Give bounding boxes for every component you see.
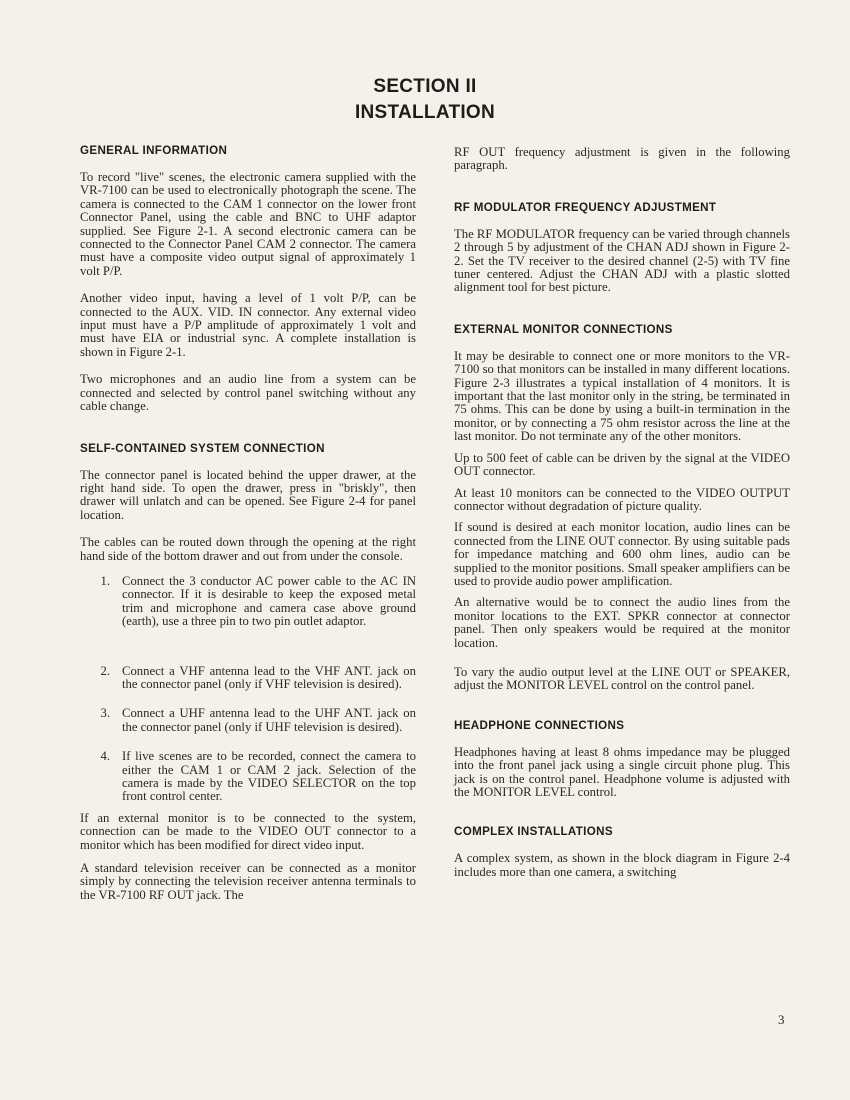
heading-self-contained-system: SELF-CONTAINED SYSTEM CONNECTION bbox=[80, 441, 325, 455]
paragraph: A complex system, as shown in the block diagram in Figure 2-4 includes more than one camera, a switching bbox=[454, 851, 790, 879]
paragraph: At least 10 monitors can be connected to the VIDEO OUTPUT connector without degradation of picture quality. bbox=[454, 485, 790, 513]
paragraph: An alternative would be to connect the audio lines from the monitor locations to the EXT. SPKR connector at connector panel. Then only speakers would be required at the monitor location. bbox=[454, 595, 790, 650]
paragraph: Headphones having at least 8 ohms impedance may be plugged into the front panel jack using a single circuit phone plug. This jack is on the control panel. Headphone volume is adjusted with the MONITOR LEVEL control. bbox=[454, 744, 790, 799]
list-item bbox=[80, 665, 416, 692]
right-column bbox=[454, 146, 790, 879]
list-item-number: 3. bbox=[100, 706, 110, 721]
list-item bbox=[80, 750, 416, 804]
paragraph: It may be desirable to connect one or more monitors to the VR-7100 so that monitors can be installed in many different locations. Figure 2-3 illustrates a typical installation of 4 monitors. It is important that the last monitor only in the string, be terminated in 75 ohms. This can be done by using a built-in termination in the monitor, or by connecting a 75 ohm resistor across the line at the last monitor. Do not terminate any of the other monitors. bbox=[454, 348, 790, 444]
heading-complex-installations: COMPLEX INSTALLATIONS bbox=[454, 825, 613, 839]
heading-rf-modulator: RF MODULATOR FREQUENCY ADJUSTMENT bbox=[454, 200, 717, 214]
paragraph-continued: RF OUT frequency adjustment is given in the following paragraph. bbox=[454, 145, 790, 173]
list-item bbox=[80, 707, 416, 734]
heading-headphone: HEADPHONE CONNECTIONS bbox=[454, 718, 625, 732]
paragraph: Another video input, having a level of 1 volt P/P, can be connected to the AUX. VID. IN connector. Any external video input must have a P/P amplitude of approximately 1 volt and must have EIA or industrial sync. A complete installation is shown in Figure 2-1. bbox=[80, 291, 416, 359]
paragraph: If an external monitor is to be connected to the system, connection can be made to the VIDEO OUT connector to a monitor which has been modified for direct video input. bbox=[80, 810, 416, 852]
list-item-text: Connect a VHF antenna lead to the VHF ANT. jack on the connector panel (only if VHF television is desired). bbox=[122, 663, 416, 691]
paragraph: The cables can be routed down through the opening at the right hand side of the bottom drawer and out from under the console. bbox=[80, 535, 416, 563]
paragraph: Up to 500 feet of cable can be driven by the signal at the VIDEO OUT connector. bbox=[454, 450, 790, 479]
paragraph: A standard television receiver can be connected as a monitor simply by connecting the television receiver antenna terminals to the VR-7100 RF OUT jack. The bbox=[80, 861, 416, 902]
list-item bbox=[80, 575, 416, 629]
left-column bbox=[80, 144, 416, 902]
list-item-number: 2. bbox=[100, 663, 110, 678]
paragraph: The connector panel is located behind the upper drawer, at the right hand side. To open the drawer, press in "briskly", then drawer will unlatch and can be opened. See Figure 2-4 for panel location. bbox=[80, 467, 416, 522]
paragraph: If sound is desired at each monitor location, audio lines can be connected from the LINE OUT connector. By using suitable pads for impedance matching and 600 ohm lines, audio can be supplied to the monitor positions. Small speaker amplifiers can be used to provide audio power amplification. bbox=[454, 520, 790, 588]
paragraph: To record "live" scenes, the electronic camera supplied with the VR-7100 can be used to electronically photograph the scene. The camera is connected to the CAM 1 connector on the lower front Connector Panel, using the cable and BNC to UHF adaptor supplied. See Figure 2-1. A second electronic camera can be connected to the Connector Panel CAM 2 connector. The camera must have a composite video output signal of approximately 1 volt P/P. bbox=[80, 170, 416, 278]
list-item-text: Connect a UHF antenna lead to the UHF ANT. jack on the connector panel (only if UHF television is desired). bbox=[122, 706, 416, 734]
paragraph: To vary the audio output level at the LINE OUT or SPEAKER, adjust the MONITOR LEVEL control on the control panel. bbox=[454, 664, 790, 693]
heading-general-information: GENERAL INFORMATION bbox=[80, 144, 228, 157]
paragraph: Two microphones and an audio line from a system can be connected and selected by control panel switching without any cable change. bbox=[80, 372, 416, 414]
list-item-text: If live scenes are to be recorded, connect the camera to either the CAM 1 or CAM 2 jack. Selection of the camera is made by the VIDEO SELECTOR on the top front control center. bbox=[122, 749, 416, 804]
paragraph: The RF MODULATOR frequency can be varied through channels 2 through 5 by adjustment of the CHAN ADJ shown in Figure 2-2. Set the TV receiver to the desired channel (2-5) with TV fine tuner centered. Adjust the CHAN ADJ with a plastic slotted alignment tool for best picture. bbox=[454, 226, 790, 295]
list-item-text: Connect the 3 conductor AC power cable to the AC IN connector. If it is desirable to keep the exposed metal trim and microphone and camera case above ground (earth), use a three pin to two pin outlet adaptor. bbox=[122, 573, 416, 629]
list-item-number: 4. bbox=[100, 749, 110, 764]
heading-external-monitor: EXTERNAL MONITOR CONNECTIONS bbox=[454, 322, 673, 336]
section-title: INSTALLATION bbox=[354, 102, 496, 123]
page-number: 3 bbox=[778, 1012, 785, 1027]
list-item-number: 1. bbox=[100, 573, 110, 588]
section-number: SECTION II bbox=[373, 76, 477, 97]
